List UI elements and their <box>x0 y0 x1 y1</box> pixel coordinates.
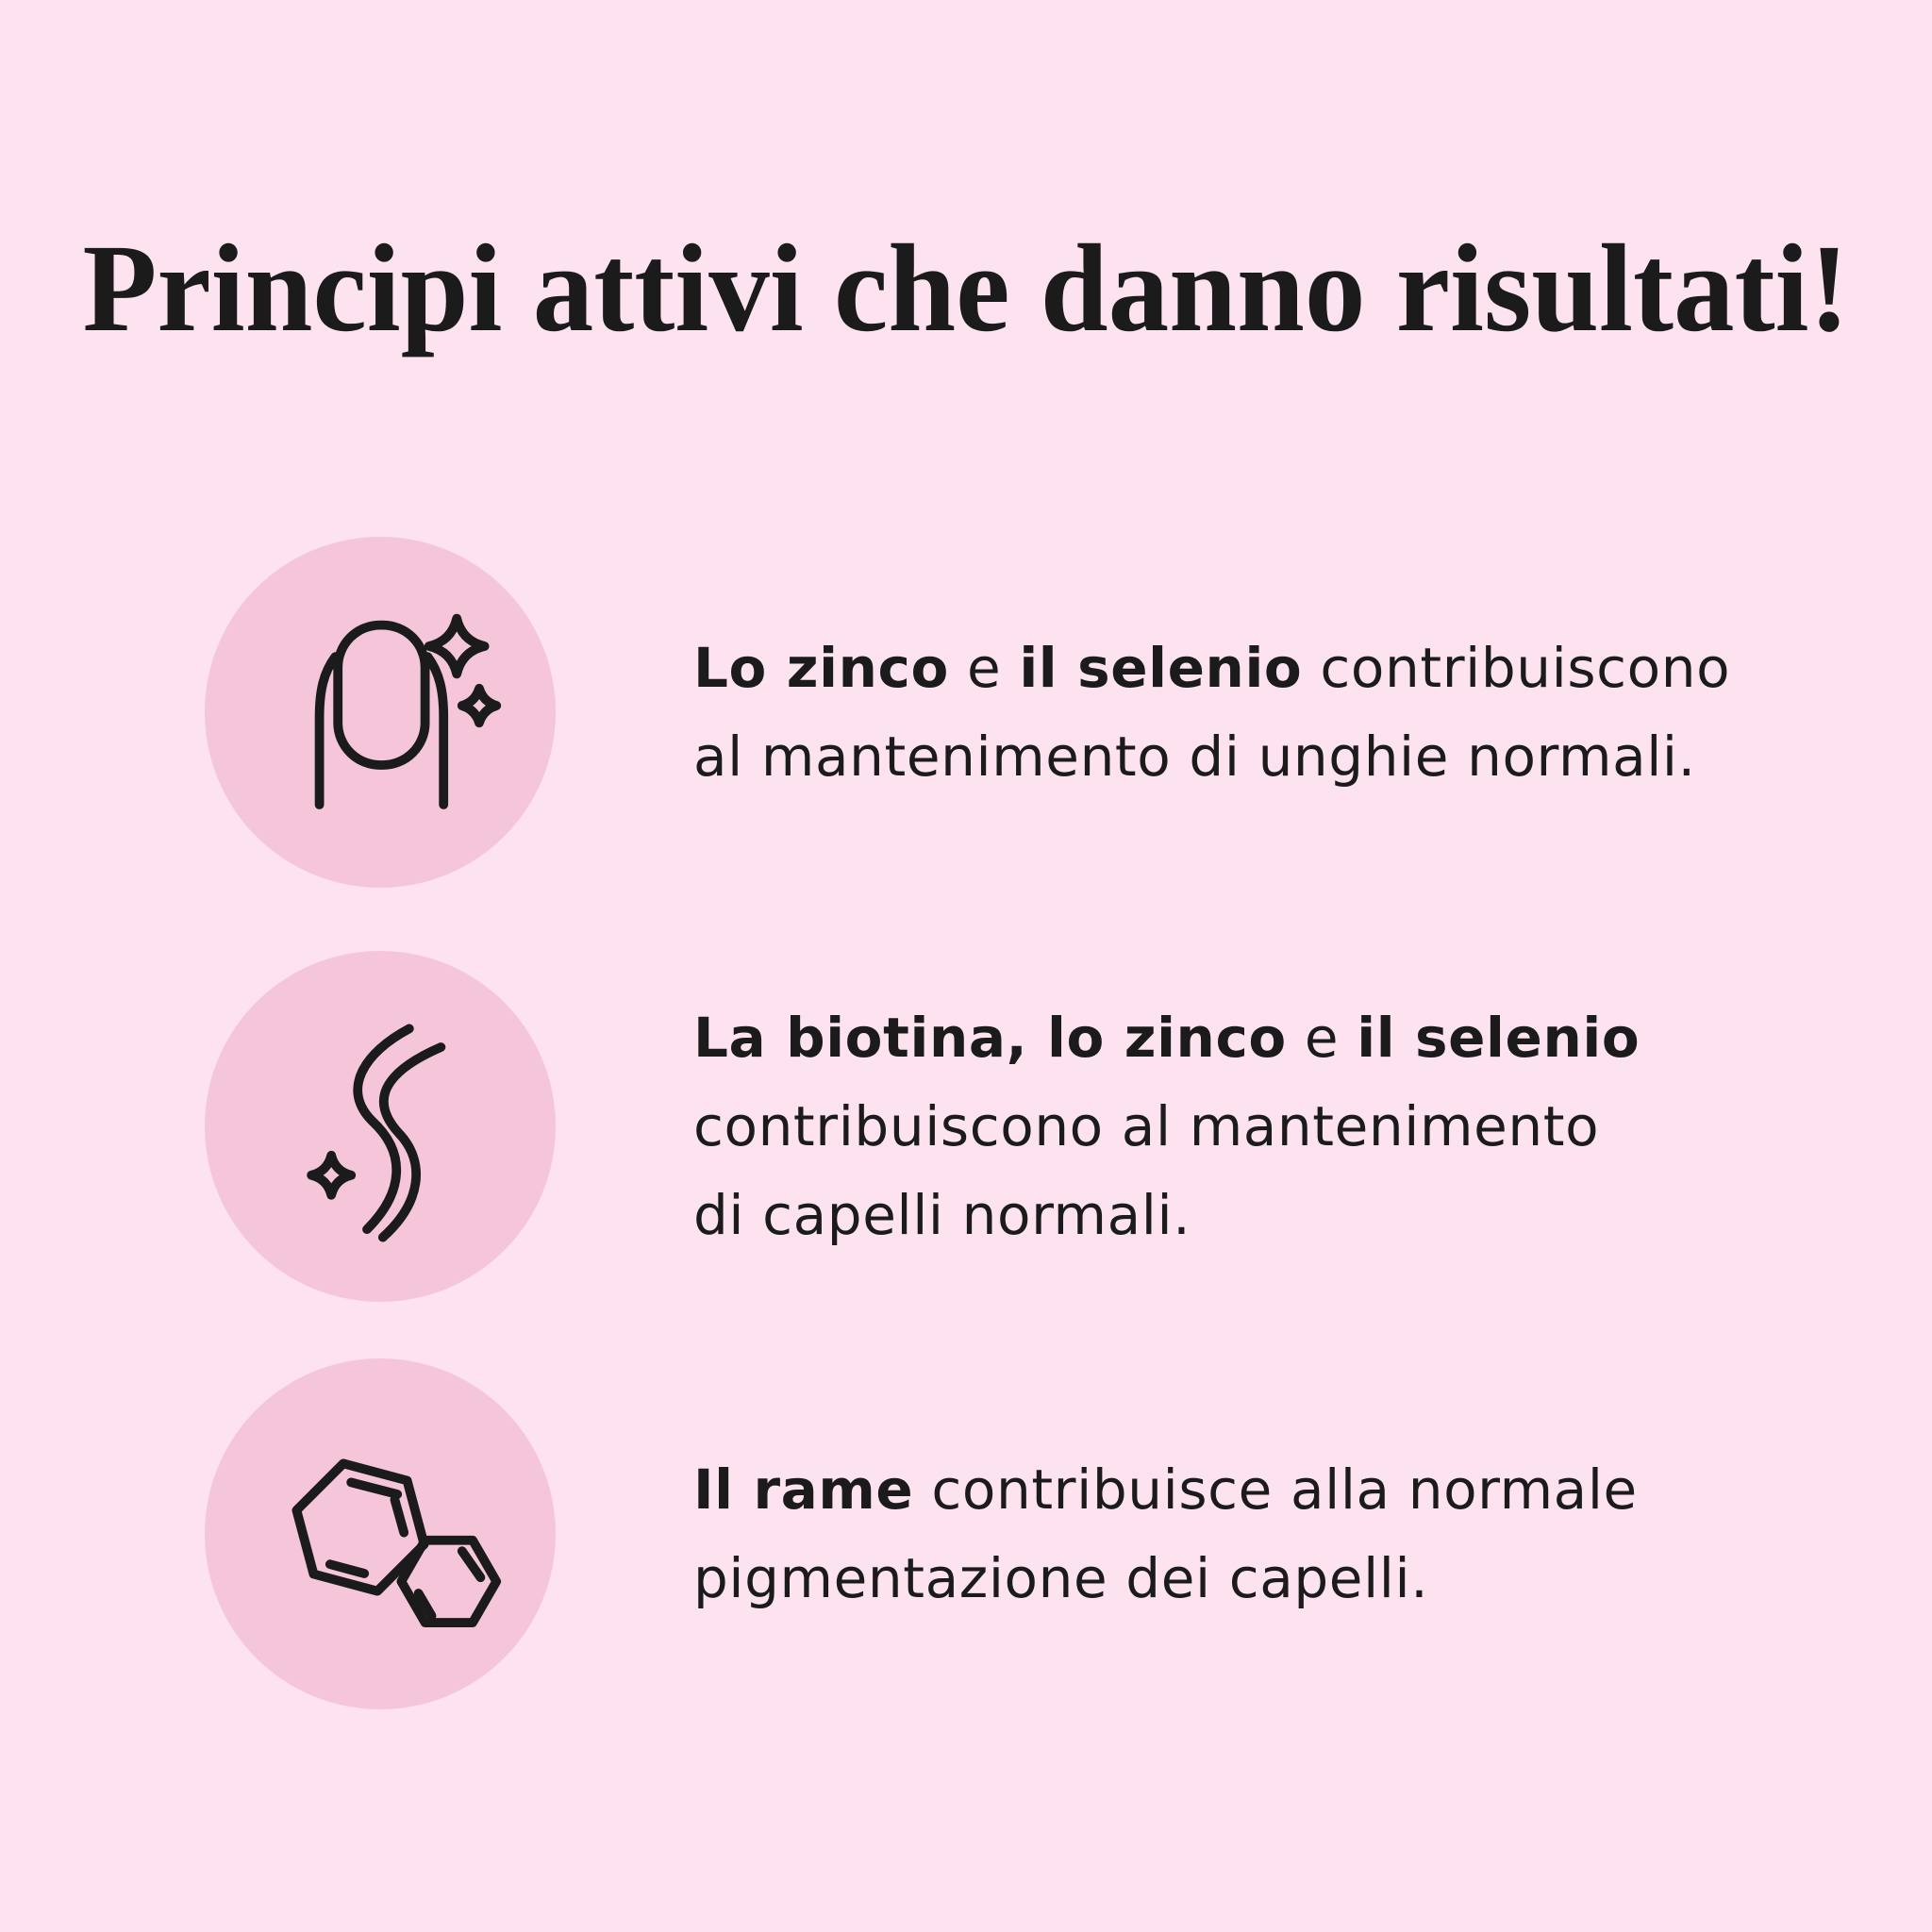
text-segment: al mantenimento di unghie normali. <box>693 724 1696 789</box>
text-line <box>693 1534 1638 1623</box>
bold-text-segment: Lo zinco <box>693 636 949 700</box>
benefit-row-nails <box>205 537 1730 888</box>
text-line <box>693 1445 1638 1534</box>
benefit-row-hair <box>205 951 1640 1302</box>
icon-circle <box>205 537 556 888</box>
bold-text-segment: il selenio <box>1357 1006 1641 1070</box>
bold-text-segment: Il rame <box>693 1457 914 1522</box>
text-segment: di capelli normali. <box>693 1183 1191 1247</box>
icon-circle <box>205 1358 556 1709</box>
benefit-text-pigmentation <box>693 1445 1638 1623</box>
molecule-icon <box>248 1402 512 1666</box>
text-line <box>693 993 1640 1082</box>
text-segment: contribuiscono <box>1302 636 1731 700</box>
text-line <box>693 624 1730 712</box>
hair-strand-sparkle-icon <box>248 994 512 1258</box>
nail-sparkle-icon <box>248 580 512 844</box>
text-line <box>693 1171 1640 1259</box>
bold-text-segment: il selenio <box>1019 636 1303 700</box>
text-segment: e <box>948 636 1020 700</box>
page-title: Principi attivi che danno risultati! <box>82 218 1850 358</box>
page-title-svg <box>0 0 1932 415</box>
benefit-row-pigmentation <box>205 1358 1638 1709</box>
text-line <box>693 712 1730 801</box>
text-segment: pigmentazione dei capelli. <box>693 1546 1429 1610</box>
benefit-text-hair <box>693 993 1640 1259</box>
text-line <box>693 1082 1640 1171</box>
text-segment: contribuisce alla normale <box>913 1457 1638 1522</box>
text-segment: e <box>1286 1006 1357 1070</box>
text-segment: contribuiscono al mantenimento <box>693 1094 1600 1158</box>
benefit-text-nails <box>693 624 1730 801</box>
bold-text-segment: La biotina, lo zinco <box>693 1006 1287 1070</box>
icon-circle <box>205 951 556 1302</box>
